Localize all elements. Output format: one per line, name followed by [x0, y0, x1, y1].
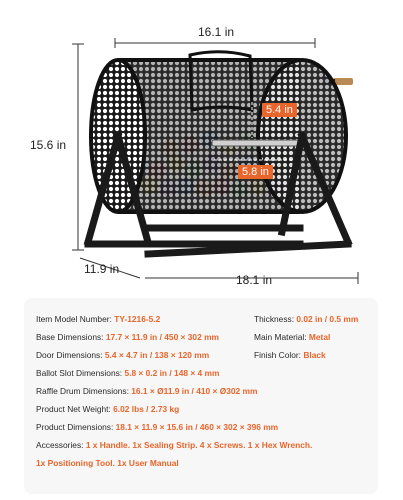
door-dimension-tag: 5.4 in — [262, 103, 297, 117]
spec-product-dimensions: Product Dimensions: 18.1 × 11.9 × 15.6 in / 460 × 302 × 396 mm — [36, 422, 279, 432]
spec-weight: Product Net Weight: 6.02 lbs / 2.73 kg — [36, 404, 180, 414]
spec-slot: Ballot Slot Dimensions: 5.8 × 0.2 in / 148 × 4 mm — [36, 368, 220, 378]
spec-accessories-cont: 1x Positioning Tool. 1x User Manual — [36, 458, 179, 468]
depth-label: 11.9 in — [84, 262, 120, 276]
spec-accessories: Accessories: 1 x Handle. 1x Sealing Strip. 4 x Screws. 1 x Hex Wrench. — [36, 440, 313, 450]
spec-model: Item Model Number: TY-1216-5.2 — [36, 314, 161, 324]
spec-base: Base Dimensions: 17.7 × 11.9 in / 450 × 302 mm — [36, 332, 219, 342]
width-label: 16.1 in — [198, 25, 235, 39]
spec-finish: Finish Color: Black — [254, 350, 326, 360]
spec-material: Main Material: Metal — [254, 332, 331, 342]
spec-thickness: Thickness: 0.02 in / 0.5 mm — [254, 314, 359, 324]
base-length-label: 18.1 in — [236, 273, 273, 287]
specifications-panel — [24, 298, 378, 494]
height-label: 15.6 in — [30, 138, 67, 152]
spec-drum: Raffle Drum Dimensions: 16.1 × Ø11.9 in / 410 × Ø302 mm — [36, 386, 258, 396]
spec-door: Door Dimensions: 5.4 × 4.7 in / 138 × 120 mm — [36, 350, 210, 360]
ballot-slot — [212, 140, 300, 146]
slot-dimension-tag: 5.8 in — [238, 165, 273, 179]
